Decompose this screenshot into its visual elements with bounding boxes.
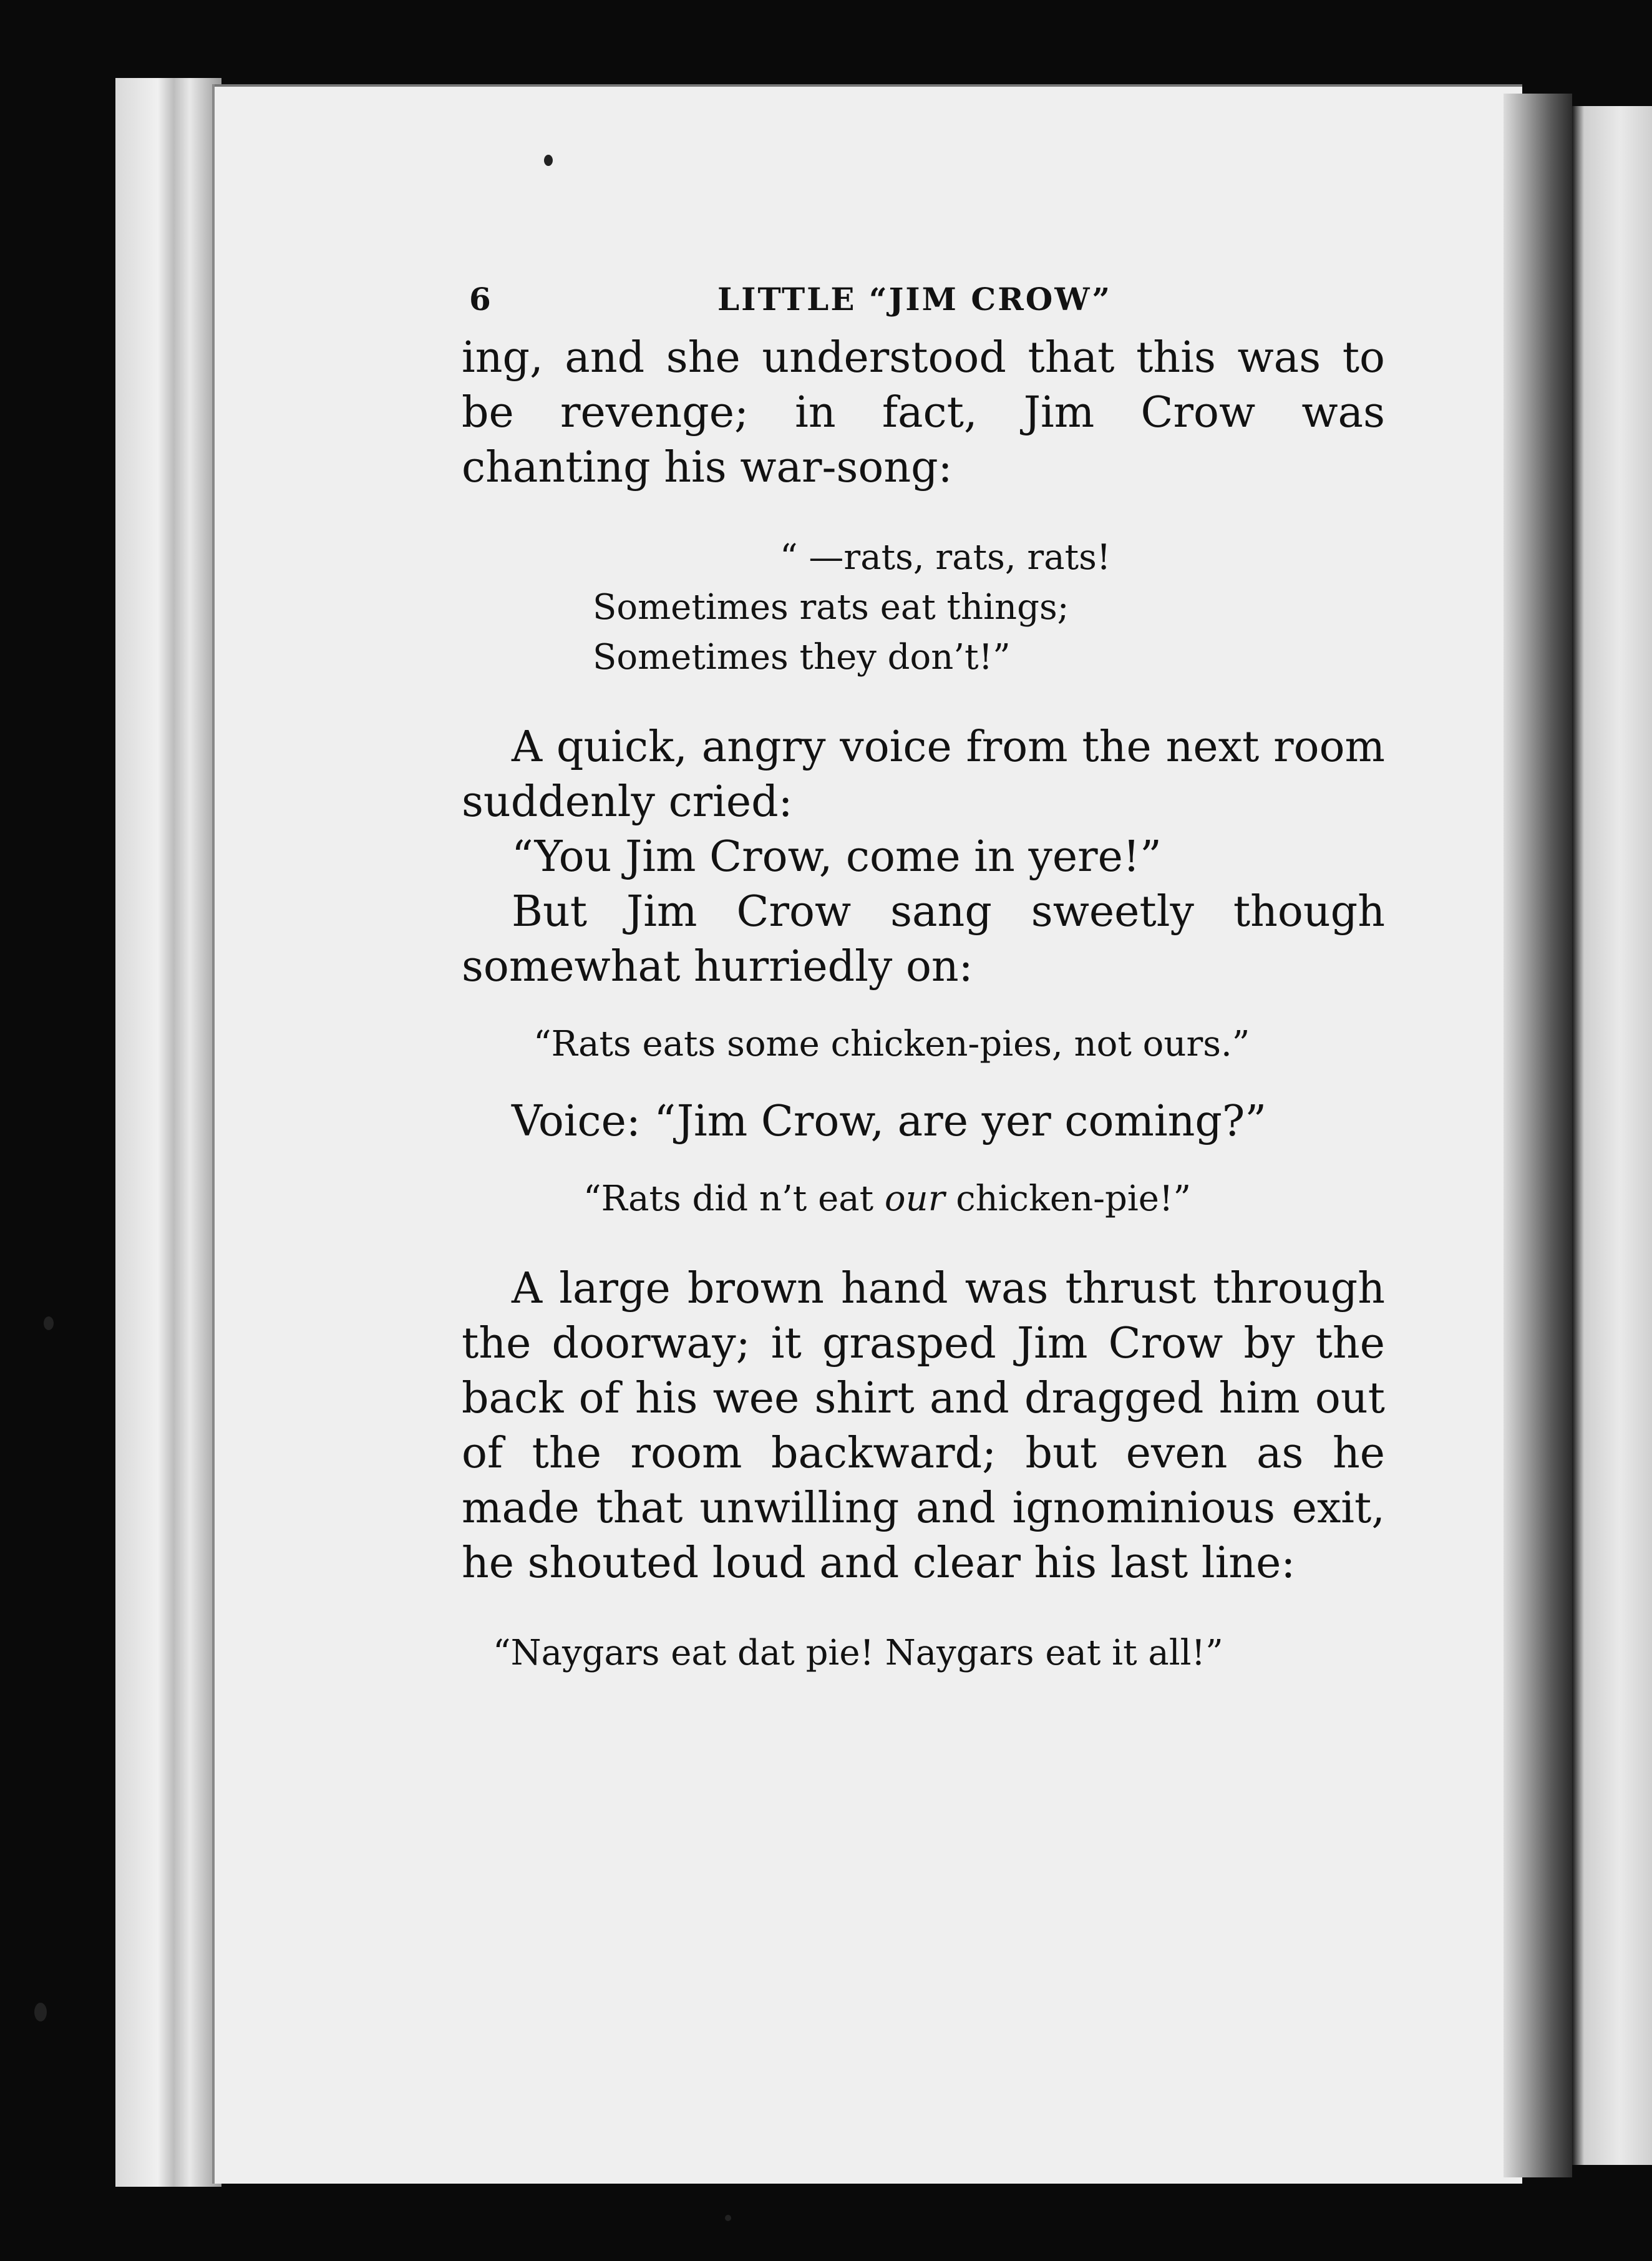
next-page-edge	[1572, 106, 1652, 2165]
page-number: 6	[469, 281, 493, 318]
paragraph-2: A quick, angry voice from the next room suddenly cried:	[462, 722, 1385, 827]
paragraph-5: Voice: “Jim Crow, are yer coming?”	[512, 1097, 1267, 1146]
verse-1	[593, 533, 1385, 683]
page-text-block	[462, 281, 1385, 1678]
verse-3-emphasis: our	[884, 1179, 945, 1219]
verse-1-line-1: “ —rats, rats, rats!	[780, 537, 1111, 578]
ink-speck	[544, 155, 553, 166]
verse-3-after: chicken-pie!”	[945, 1179, 1192, 1219]
book-spine-edge	[115, 78, 221, 2187]
verse-3-before: “Rats did n’t eat	[583, 1179, 885, 1219]
ink-speck	[34, 2003, 47, 2021]
paragraph-3: “You Jim Crow, come in yere!”	[512, 832, 1162, 882]
running-header	[462, 281, 1385, 331]
page-gutter-shadow	[1504, 94, 1572, 2177]
paragraph-1: ing, and she understood that this was to be revenge; in fact, Jim Crow was chanting his war-song:	[462, 333, 1385, 492]
verse-2: “Rats eats some chicken-pies, not ours.”	[533, 1024, 1250, 1064]
paragraph-6: A large brown hand was thrust through the doorway; it grasped Jim Crow by the back of his wee shirt and dragged him out of the room backward; but even as he made that unwilling and ignominious exit, he shouted loud and clear his last line:	[462, 1264, 1385, 1588]
paragraph-4: But Jim Crow sang sweetly though somewhat hurriedly on:	[462, 887, 1385, 991]
running-title: LITTLE “JIM CROW”	[717, 281, 1112, 318]
verse-4: “Naygars eat dat pie! Naygars eat it all!”	[493, 1633, 1223, 1673]
verse-1-line-3: Sometimes they don’t!”	[593, 637, 1011, 678]
verse-3	[583, 1174, 1385, 1224]
verse-1-line-2: Sometimes rats eat things;	[593, 587, 1069, 628]
ink-speck	[44, 1316, 54, 1330]
ink-speck	[725, 2215, 731, 2221]
